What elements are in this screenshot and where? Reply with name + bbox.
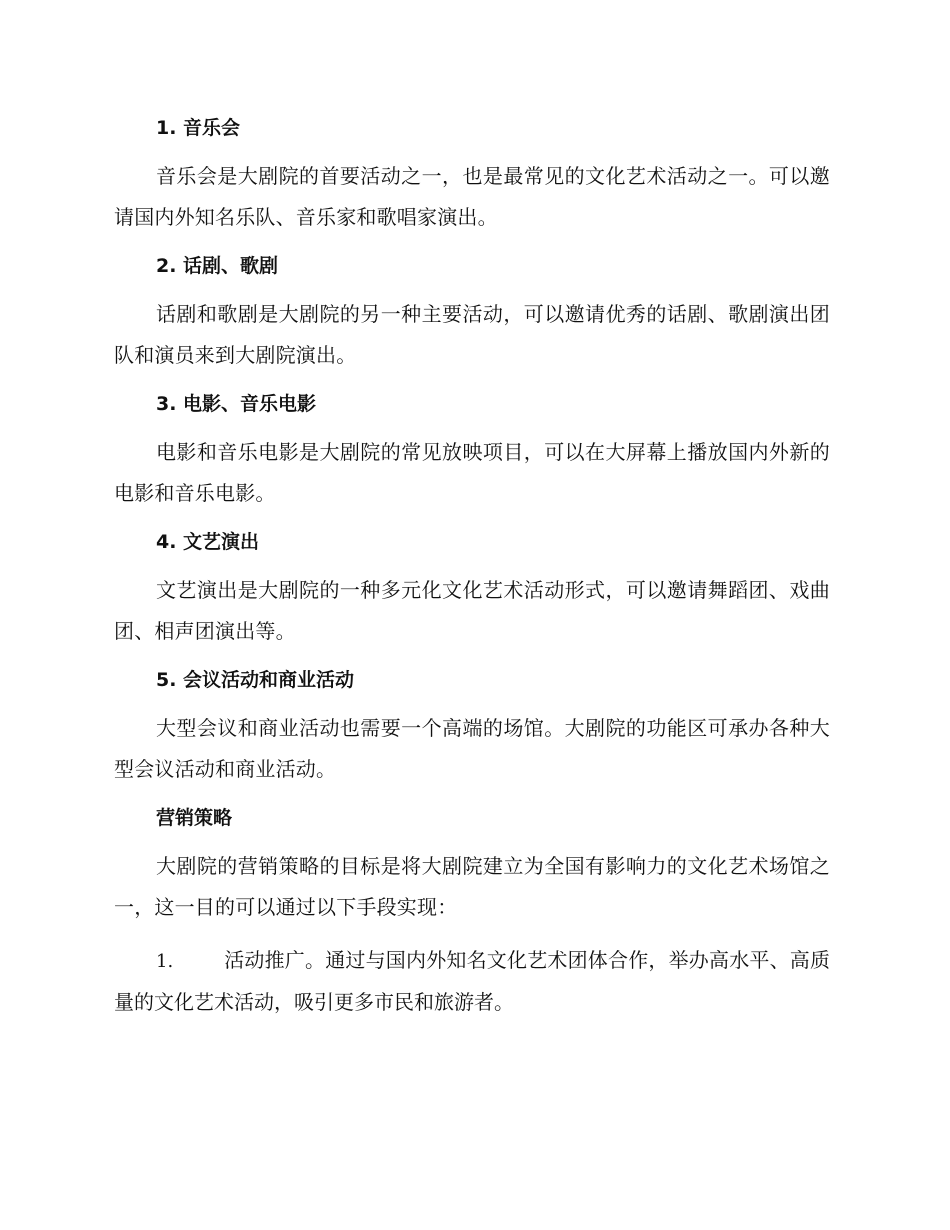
section-heading-performance: 4. 文艺演出 [156, 531, 260, 553]
document-body [114, 112, 830, 1023]
list-item-number: 1. [156, 951, 174, 972]
list-item-text: 活动推广。通过与国内外知名文化艺术团体合作，举办高水平、高质量的文化艺术活动，吸引更多市民和旅游者。 [114, 948, 830, 1014]
section-heading-drama-opera: 2. 话剧、歌剧 [156, 255, 279, 277]
section-paragraph-concert: 音乐会是大剧院的首要活动之一，也是最常见的文化艺术活动之一。可以邀请国内外知名乐队、音乐家和歌唱家演出。 [114, 164, 830, 229]
section-paragraph-conference: 大型会议和商业活动也需要一个高端的场馆。大剧院的功能区可承办各种大型会议活动和商业活动。 [114, 716, 830, 781]
marketing-heading: 营销策略 [156, 807, 233, 829]
section-heading-conference: 5. 会议活动和商业活动 [156, 669, 355, 691]
marketing-list-item [114, 940, 830, 1023]
section-paragraph-film: 电影和音乐电影是大剧院的常见放映项目，可以在大屏幕上播放国内外新的电影和音乐电影。 [114, 440, 830, 505]
section-paragraph-performance: 文艺演出是大剧院的一种多元化文化艺术活动形式，可以邀请舞蹈团、戏曲团、相声团演出等。 [114, 578, 830, 643]
section-heading-film: 3. 电影、音乐电影 [156, 393, 317, 415]
section-heading-concert: 1. 音乐会 [156, 117, 241, 139]
marketing-paragraph: 大剧院的营销策略的目标是将大剧院建立为全国有影响力的文化艺术场馆之一，这一目的可以通过以下手段实现： [114, 854, 830, 919]
section-paragraph-drama-opera: 话剧和歌剧是大剧院的另一种主要活动，可以邀请优秀的话剧、歌剧演出团队和演员来到大剧院演出。 [114, 302, 830, 367]
